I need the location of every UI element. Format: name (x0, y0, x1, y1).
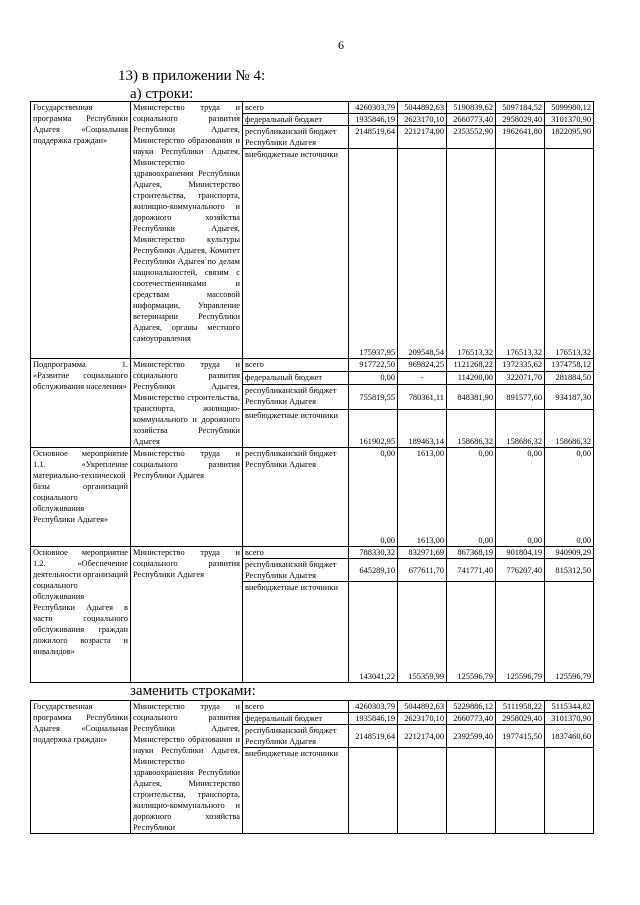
table-row (31, 102, 594, 114)
value-cell: 1822095,90 (545, 126, 594, 149)
program-name: Подпрограмма 1. «Развитие социального обслуживания населения» (31, 359, 131, 448)
value-cell: 2212174,00 (398, 126, 447, 149)
value-cell (545, 748, 594, 834)
value-cell: 1935846,19 (349, 713, 398, 725)
table-row (31, 547, 594, 559)
value-cell: 2148519,64 (349, 725, 398, 748)
value-top: 1613,00 (416, 449, 444, 458)
source-label: республиканский бюджет Республики Адыгея (243, 725, 349, 748)
value-cell: 1372335,62 (496, 359, 545, 372)
source-label: всего (243, 102, 349, 114)
value-cell: 2392599,40 (447, 725, 496, 748)
source-label: всего (243, 701, 349, 713)
value-cell: 5044892,63 (398, 102, 447, 114)
value-cell (349, 748, 398, 834)
source-label: внебюджетные источники (243, 748, 349, 834)
value-bottom: 1613,00 (416, 536, 444, 545)
value-cell (496, 448, 545, 547)
value-cell: 917722,50 (349, 359, 398, 372)
page-number: 6 (338, 38, 344, 52)
value-cell: 125596,79 (447, 582, 496, 683)
source-label: федеральный бюджет (243, 372, 349, 385)
value-cell: 969824,25 (398, 359, 447, 372)
executor-name: Министерство труда и социального развития Республики Адыгея, Министерство образования и науки Республики Адыгея, Министерство здравоохранения Республики Адыгея, Министерство строительства, транспорта, жилищно-коммунального и дорожного хозяйства Республики (131, 701, 243, 834)
value-cell: 2958029,40 (496, 713, 545, 725)
value-cell: 2623170,10 (398, 713, 447, 725)
executor-name: Министерство труда и социального развития Республики Адыгея, Министерство образования и науки Республики Адыгея, Министерство здравоохранения Республики Адыгея, Министерство строительства, транспорта, жилищно-коммунального и дорожного хозяйства Республики Адыгея, Министерство культуры Республики Адыгея, Комитет Республики Адыгея по делам национальностей, связям с соотечественниками и средствам массовой информации, Управление ветеринарии Республики Адыгея, органы местного самоуправления (131, 102, 243, 359)
value-cell: 175937,95 (349, 149, 398, 359)
source-label: всего (243, 547, 349, 559)
source-label: внебюджетные источники (243, 149, 349, 359)
value-cell: 158686,32 (496, 409, 545, 447)
value-bottom: 0,00 (576, 536, 591, 545)
value-cell: 741771,40 (447, 559, 496, 582)
table-original-rows (30, 101, 594, 683)
table-replacement-rows (30, 700, 594, 834)
subheading-rows: а) строки: (130, 86, 194, 102)
value-cell: 5111958,22 (496, 701, 545, 713)
value-cell: 1935846,19 (349, 114, 398, 126)
value-cell (398, 748, 447, 834)
value-cell: 1374758,12 (545, 359, 594, 372)
source-label: внебюджетные источники (243, 582, 349, 683)
executor-name: Министерство труда и социального развития Республики Адыгея, Министерство строительства, транспорта, жилищно-коммунального и дорожного хозяйства Республики Адыгея (131, 359, 243, 448)
value-cell: 322071,70 (496, 372, 545, 385)
value-cell: 125596,79 (496, 582, 545, 683)
value-cell: 2212174,00 (398, 725, 447, 748)
value-cell: - (398, 372, 447, 385)
program-name: Государственная программа Республики Адыгея «Социальная поддержка граждан» (31, 701, 131, 834)
value-cell: 5115344,82 (545, 701, 594, 713)
value-cell: 5229886,12 (447, 701, 496, 713)
value-cell: 1837460,60 (545, 725, 594, 748)
table-row (31, 448, 594, 547)
value-cell: 189463,14 (398, 409, 447, 447)
value-top: 0,00 (380, 449, 395, 458)
value-cell: 5099980,12 (545, 102, 594, 114)
value-top: 0,00 (478, 449, 493, 458)
value-cell (349, 448, 398, 547)
value-cell: 1977415,50 (496, 725, 545, 748)
value-cell: 158686,32 (545, 409, 594, 447)
value-cell: 815312,50 (545, 559, 594, 582)
value-cell: 3101370,90 (545, 713, 594, 725)
value-cell: 1962641,80 (496, 126, 545, 149)
source-label: республиканский бюджет Республики Адыгея (243, 559, 349, 582)
value-cell: 4260303,79 (349, 102, 398, 114)
value-cell: 2660773,40 (447, 114, 496, 126)
program-name: Государственная программа Республики Адыгея «Социальная поддержка граждан» (31, 102, 131, 359)
value-cell: 5044892,63 (398, 701, 447, 713)
source-label: внебюджетные источники (243, 409, 349, 447)
value-bottom: 0,00 (478, 536, 493, 545)
value-cell: 2660773,40 (447, 713, 496, 725)
value-cell: 940909,29 (545, 547, 594, 559)
value-cell: 832971,69 (398, 547, 447, 559)
value-cell (447, 748, 496, 834)
program-name: Основное мероприятие 1.1. «Укрепление материально-технической базы организаций социального обслуживания Республики Адыгея» (31, 448, 131, 547)
value-cell: 780361,11 (398, 385, 447, 410)
value-cell: 2958029,40 (496, 114, 545, 126)
value-cell (447, 448, 496, 547)
section-heading: 13) в приложении № 4: (118, 68, 266, 84)
source-label: республиканский бюджет Республики Адыгея (243, 126, 349, 149)
value-cell: 5097184,52 (496, 102, 545, 114)
value-cell: 891577,60 (496, 385, 545, 410)
value-cell: 3101370,90 (545, 114, 594, 126)
value-cell: 677611,70 (398, 559, 447, 582)
value-cell: 176513,32 (545, 149, 594, 359)
value-cell: 155359,99 (398, 582, 447, 683)
table-row (31, 701, 594, 713)
value-bottom: 0,00 (527, 536, 542, 545)
value-cell: 161902,95 (349, 409, 398, 447)
value-cell: 867368,19 (447, 547, 496, 559)
value-cell: 5190839,62 (447, 102, 496, 114)
value-top: 0,00 (527, 449, 542, 458)
value-cell: 176513,32 (447, 149, 496, 359)
executor-name: Министерство труда и социального развития Республики Адыгея (131, 448, 243, 547)
value-cell: 901804,19 (496, 547, 545, 559)
source-label: республиканский бюджет Республики Адыгея (243, 448, 349, 547)
subheading-replace: заменить строками: (130, 683, 256, 699)
value-cell: 755819,55 (349, 385, 398, 410)
value-cell (398, 448, 447, 547)
value-cell: 934187,30 (545, 385, 594, 410)
value-cell: 143041,22 (349, 582, 398, 683)
table-row (31, 359, 594, 372)
value-cell (545, 448, 594, 547)
program-name: Основное мероприятие 1.2. «Обеспечение деятельности организаций социального обслуживания Республики Адыгея в части социального обслуживания граждан пожилого возраста и инвалидов» (31, 547, 131, 683)
value-bottom: 0,00 (380, 536, 395, 545)
value-cell: 1121268,22 (447, 359, 496, 372)
source-label: всего (243, 359, 349, 372)
value-cell: 158686,32 (447, 409, 496, 447)
source-label: федеральный бюджет (243, 713, 349, 725)
source-label: республиканский бюджет Республики Адыгея (243, 385, 349, 410)
value-cell: 2623170,10 (398, 114, 447, 126)
value-cell: 4260303,79 (349, 701, 398, 713)
value-cell: 788330,32 (349, 547, 398, 559)
value-cell (496, 748, 545, 834)
value-cell: 645289,10 (349, 559, 398, 582)
value-top: 0,00 (576, 449, 591, 458)
source-label: федеральный бюджет (243, 114, 349, 126)
value-cell: 0,00 (349, 372, 398, 385)
value-cell: 125596,79 (545, 582, 594, 683)
value-cell: 209548,54 (398, 149, 447, 359)
value-cell: 114200,00 (447, 372, 496, 385)
value-cell: 848381,90 (447, 385, 496, 410)
value-cell: 2353552,90 (447, 126, 496, 149)
value-cell: 776207,40 (496, 559, 545, 582)
value-cell: 176513,32 (496, 149, 545, 359)
value-cell: 2148519,64 (349, 126, 398, 149)
value-cell: 281884,50 (545, 372, 594, 385)
executor-name: Министерство труда и социального развития Республики Адыгея (131, 547, 243, 683)
